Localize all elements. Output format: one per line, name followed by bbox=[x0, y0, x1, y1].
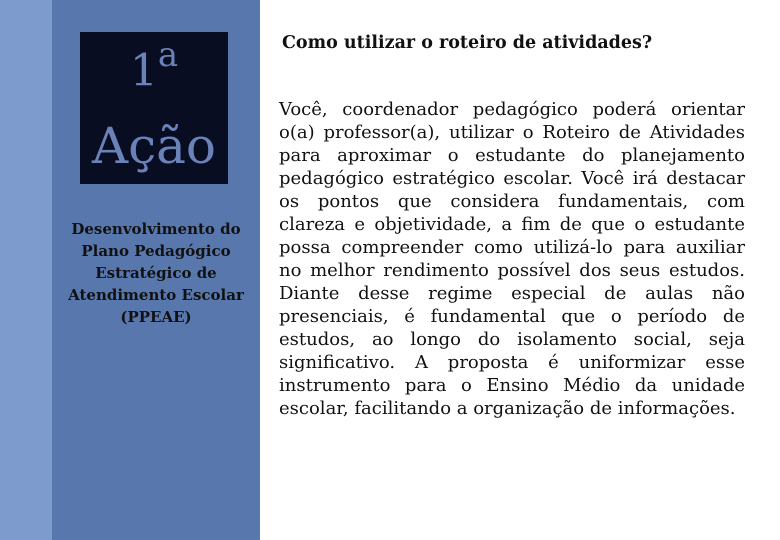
body-paragraph: Você, coordenador pedagógico poderá orientar o(a) professor(a), utilizar o Roteiro de Atividades para aproximar o estudante do planejamento pedagógico estratégico escolar. Você irá destacar os pontos que considera fundamentais, com clareza e objetividade, a fim de que o estudante possa compreender como utilizá-lo para auxiliar no melhor rendimento possível dos seus estudos. Diante desse regime especial de aulas não presenciais, é fundamental que o período de estudos, ao longo do isolamento social, seja significativo. A proposta é uniformizar esse instrumento para o Ensino Médio da unidade escolar, facilitando a organização de informações. bbox=[279, 99, 745, 419]
action-number-digit: 1 bbox=[129, 45, 158, 97]
action-badge bbox=[80, 32, 228, 184]
section-question: Como utilizar o roteiro de atividades? bbox=[282, 33, 653, 53]
left-accent-strip bbox=[0, 0, 52, 540]
plan-title: Desenvolvimento do Plano Pedagógico Estratégico de Atendimento Escolar (PPEAE) bbox=[68, 220, 244, 326]
action-word: Ação bbox=[91, 117, 217, 175]
action-number-ordinal: a bbox=[157, 35, 179, 75]
action-number bbox=[80, 36, 228, 102]
